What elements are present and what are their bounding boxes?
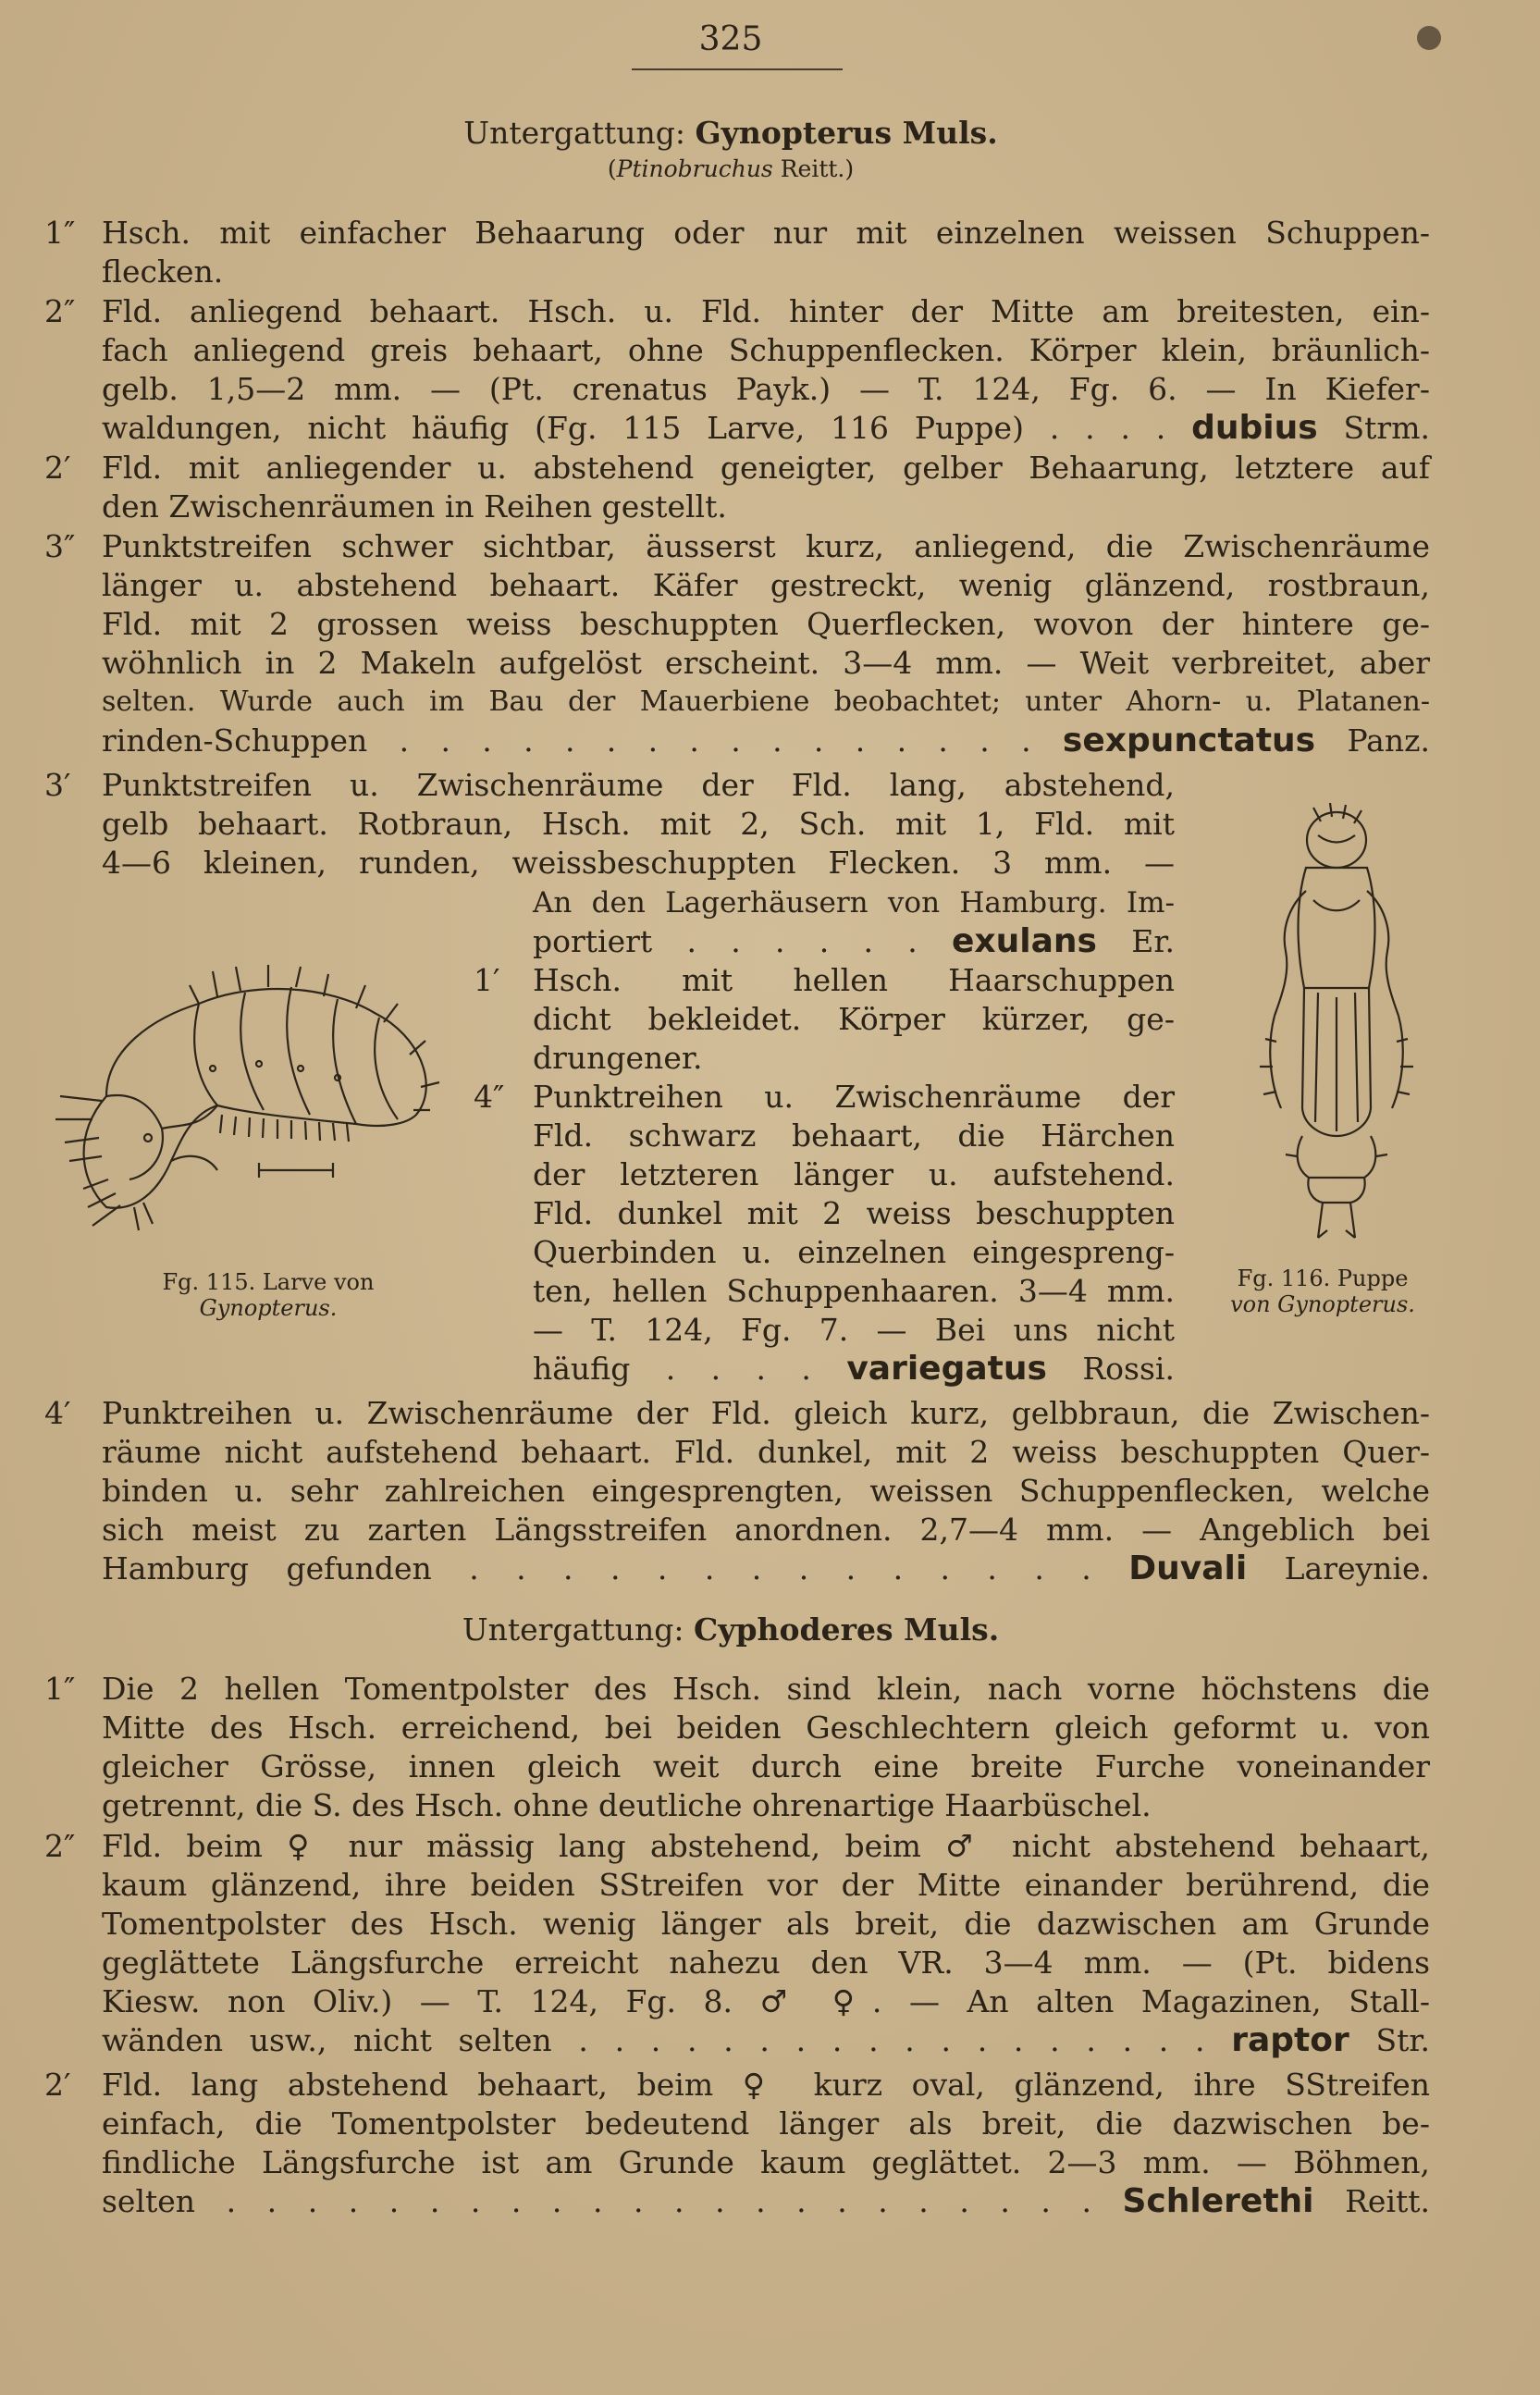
key-line: länger u. abstehend behaart. Käfer gestreckt, wenig glänzend, rostbraun, <box>102 567 1430 603</box>
key-line-species <box>102 2021 1430 2060</box>
key-line: kaum glänzend, ihre beiden SStreifen vor der Mitte einander berührend, die <box>102 1867 1430 1903</box>
key-line: Punktstreifen schwer sichtbar, äusserst kurz, anliegend, die Zwischenräume <box>102 528 1430 564</box>
species-name: exulans <box>952 922 1097 960</box>
key-line: binden u. sehr zahlreichen eingesprengten, weissen Schuppenflecken, welche <box>102 1473 1430 1509</box>
key-line-species <box>533 922 1175 961</box>
key-line: Punktreihen u. Zwischenräume der <box>533 1079 1175 1115</box>
key-line: Fld. dunkel mit 2 weiss beschuppten <box>533 1195 1175 1231</box>
key-line: der letzteren länger u. aufstehend. <box>533 1156 1175 1192</box>
species-name: variegatus <box>846 1350 1047 1388</box>
key-line: räume nicht aufstehend behaart. Fld. dunkel, mit 2 weiss beschuppten Quer- <box>102 1434 1430 1470</box>
species-author: Strm. <box>1343 410 1430 446</box>
leader-dots: . . . . . . . . . . . . . . . . <box>399 722 1031 759</box>
key-number: 2″ <box>44 293 76 329</box>
caption-genus: Gynopterus. <box>199 1295 338 1321</box>
paren-open: ( <box>607 155 617 182</box>
entry-text: waldungen, nicht häufig (Fg. 115 Larve, 116 Puppe) <box>102 410 1024 446</box>
key-line: Punktreihen u. Zwischenräume der Fld. gleich kurz, gelbbraun, die Zwischen- <box>102 1395 1430 1431</box>
key-number: 4′ <box>44 1395 71 1431</box>
key-line: selten. Wurde auch im Bau der Mauerbiene beobachtet; unter Ahorn- u. Platanen- <box>102 685 1430 718</box>
figure-116-caption <box>1202 1265 1443 1317</box>
key-line: Fld. mit 2 grossen weiss beschuppten Querflecken, wovon der hintere ge- <box>102 606 1430 642</box>
key-line-species <box>102 409 1430 448</box>
caption-line <box>1202 1291 1443 1317</box>
key-line: Kiesw. non Oliv.) — T. 124, Fg. 8. ♂ ♀. — An alten Magazinen, Stall- <box>102 1983 1430 2019</box>
species-author: Reitt. <box>1345 2183 1431 2219</box>
key-line: Hsch. mit einfacher Behaarung oder nur mit einzelnen weissen Schuppen- <box>102 215 1430 251</box>
entry-text: rinden-Schuppen <box>102 722 368 759</box>
key-line: findliche Längsfurche ist am Grunde kaum geglättet. 2—3 mm. — Böhmen, <box>102 2144 1430 2180</box>
key-number: 2′ <box>44 450 71 486</box>
key-line-species <box>102 1549 1430 1588</box>
key-number: 3′ <box>44 767 71 803</box>
synonym-name: Ptinobruchus <box>616 155 773 182</box>
caption-line: Fg. 116. Puppe <box>1237 1265 1409 1291</box>
key-line: Punktstreifen u. Zwischenräume der Fld. lang, abstehend, <box>102 767 1175 803</box>
key-number: 2″ <box>44 1828 76 1864</box>
key-line: Fld. lang abstehend behaart, beim ♀ kurz oval, glänzend, ihre SStreifen <box>102 2067 1430 2103</box>
key-line-species <box>533 1350 1175 1389</box>
key-line: fach anliegend greis behaart, ohne Schuppenflecken. Körper klein, bräunlich- <box>102 332 1430 368</box>
species-name: sexpunctatus <box>1062 722 1316 759</box>
key-line: 4—6 kleinen, runden, weissbeschuppten Flecken. 3 mm. — <box>102 845 1175 881</box>
key-number: 3″ <box>44 528 76 564</box>
figure-115-caption <box>111 1269 425 1321</box>
key-line: flecken. <box>102 253 224 290</box>
pupa-illustration <box>1239 803 1434 1247</box>
key-line: dicht bekleidet. Körper kürzer, ge- <box>533 1001 1175 1037</box>
key-line: den Zwischenräumen in Reihen gestellt. <box>102 488 727 525</box>
key-line: Die 2 hellen Tomentpolster des Hsch. sind klein, nach vorne höchstens die <box>102 1671 1430 1707</box>
key-line: Hsch. mit hellen Haarschuppen <box>533 962 1175 998</box>
species-name: dubius <box>1191 409 1318 447</box>
entry-text: Hamburg gefunden <box>102 1550 432 1586</box>
key-number: 1′ <box>474 962 500 998</box>
key-line: gelb. 1,5—2 mm. — (Pt. crenatus Payk.) — T. 124, Fg. 6. — In Kiefer- <box>102 371 1430 407</box>
entry-text: portiert <box>533 923 653 959</box>
key-line: Fld. beim ♀ nur mässig lang abstehend, beim ♂ nicht abstehend behaart, <box>102 1828 1430 1864</box>
species-name: raptor <box>1231 2021 1349 2059</box>
species-author: Lareynie. <box>1284 1550 1431 1586</box>
key-number: 1″ <box>44 1671 76 1707</box>
key-line: ten, hellen Schuppenhaaren. 3—4 mm. <box>533 1273 1175 1309</box>
section-heading-gynopterus <box>0 115 1461 151</box>
species-name: Schlerethi <box>1122 2182 1314 2220</box>
key-line: — T. 124, Fg. 7. — Bei uns nicht <box>533 1312 1175 1348</box>
heading-prefix: Untergattung: <box>462 1611 684 1648</box>
page-number-rule <box>632 68 843 70</box>
leader-dots: . . . . <box>665 1351 811 1387</box>
key-line: sich meist zu zarten Längsstreifen anordnen. 2,7—4 mm. — Angeblich bei <box>102 1512 1430 1548</box>
ink-speck <box>1417 26 1441 50</box>
key-line: Fld. schwarz behaart, die Härchen <box>533 1117 1175 1154</box>
caption-line: Fg. 115. Larve von <box>162 1269 375 1295</box>
key-line: Querbinden u. einzelnen eingespreng- <box>533 1234 1175 1270</box>
key-number: 4″ <box>474 1079 505 1115</box>
key-line: Fld. anliegend behaart. Hsch. u. Fld. hinter der Mitte am breitesten, ein- <box>102 293 1430 329</box>
caption-genus: von Gynopterus. <box>1230 1291 1415 1317</box>
key-line: drungener. <box>533 1040 703 1076</box>
species-author: Panz. <box>1347 722 1430 759</box>
leader-dots: . . . . . . . . . . . . . . . . . . <box>578 2022 1205 2058</box>
key-line: Tomentpolster des Hsch. wenig länger als breit, die dazwischen am Grunde <box>102 1906 1430 1942</box>
key-line-species <box>102 2182 1430 2221</box>
key-line: einfach, die Tomentpolster bedeutend länger als breit, die dazwischen be- <box>102 2105 1430 2142</box>
key-line: Fld. mit anliegender u. abstehend geneigter, gelber Behaarung, letztere auf <box>102 450 1430 486</box>
species-name: Duvali <box>1128 1549 1248 1587</box>
key-line: gleicher Grösse, innen gleich weit durch eine breite Furche voneinander <box>102 1748 1430 1784</box>
key-line: wöhnlich in 2 Makeln aufgelöst erscheint. 3—4 mm. — Weit verbreitet, aber <box>102 645 1430 681</box>
key-line: Mitte des Hsch. erreichend, bei beiden Geschlechtern gleich geformt u. von <box>102 1710 1430 1746</box>
species-author: Er. <box>1131 923 1175 959</box>
leader-dots: . . . . . . <box>686 923 918 959</box>
key-number: 1″ <box>44 215 76 251</box>
page-number: 325 <box>698 20 763 58</box>
leader-dots: . . . . . . . . . . . . . . . . . . . . . . <box>226 2183 1091 2219</box>
heading-prefix: Untergattung: <box>463 115 685 151</box>
key-line: gelb behaart. Rotbraun, Hsch. mit 2, Sch. mit 1, Fld. mit <box>102 806 1175 842</box>
section-heading-cyphoderes <box>0 1611 1461 1648</box>
entry-text: selten <box>102 2183 196 2219</box>
larva-illustration <box>51 930 458 1240</box>
leader-dots: . . . . <box>1049 410 1166 446</box>
heading-genus: Cyphoderes Muls. <box>694 1611 1000 1648</box>
entry-text: wänden usw., nicht selten <box>102 2022 552 2058</box>
key-line-species <box>102 722 1430 760</box>
key-line: getrennt, die S. des Hsch. ohne deutliche ohrenartige Haarbüschel. <box>102 1787 1152 1823</box>
species-author: Str. <box>1375 2022 1430 2058</box>
entry-text: häufig <box>533 1351 631 1387</box>
key-line: An den Lagerhäusern von Hamburg. Im- <box>533 886 1175 920</box>
synonym-author: Reitt.) <box>780 155 855 182</box>
key-number: 2′ <box>44 2067 71 2103</box>
species-author: Rossi. <box>1082 1351 1175 1387</box>
section-subheading <box>0 155 1461 182</box>
leader-dots: . . . . . . . . . . . . . . <box>469 1550 1091 1586</box>
heading-genus: Gynopterus Muls. <box>695 115 998 151</box>
key-line: geglättete Längsfurche erreicht nahezu den VR. 3—4 mm. — (Pt. bidens <box>102 1944 1430 1981</box>
